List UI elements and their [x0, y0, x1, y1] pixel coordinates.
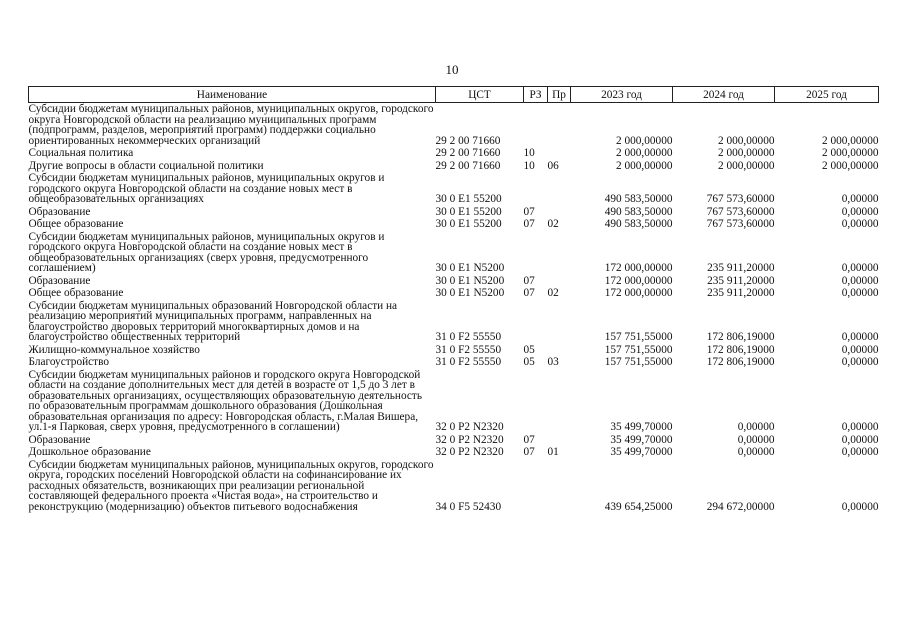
header-cst: ЦСТ — [436, 87, 524, 103]
table-header — [29, 87, 879, 103]
row-value-2025: 0,00000 — [841, 433, 879, 446]
row-value-2024: 235 911,20000 — [707, 262, 775, 274]
table-row — [29, 172, 879, 206]
row-value-2023: 490 583,50000 — [604, 193, 673, 205]
row-pr — [548, 434, 571, 447]
row-value-2023: 439 654,25000 — [604, 500, 673, 513]
row-cst: 30 0 E1 N5200 — [435, 274, 505, 287]
row-value-2025: 0,00000 — [841, 421, 879, 433]
row-pr — [548, 300, 571, 344]
table-row — [29, 287, 879, 300]
row-value-2024: 2 000,00000 — [718, 147, 775, 159]
row-value-2025: 0,00000 — [841, 331, 879, 343]
row-cst: 32 0 P2 N2320 — [435, 421, 504, 433]
row-rz: 07 — [523, 287, 535, 299]
table-row — [29, 344, 879, 357]
row-cst: 31 0 F2 55550 — [435, 356, 502, 368]
table-row — [29, 147, 879, 160]
header-row — [29, 87, 879, 103]
row-name: Образование — [28, 433, 91, 446]
row-pr: 02 — [547, 218, 559, 230]
row-value-2024: 235 911,20000 — [707, 287, 775, 299]
table-row — [29, 459, 879, 514]
row-value-2023: 2 000,00000 — [616, 134, 673, 147]
row-value-2024: 294 672,00000 — [706, 500, 775, 513]
row-value-2023: 157 751,55000 — [604, 331, 673, 343]
row-rz: 10 — [523, 159, 535, 172]
header-2023: 2023 год — [571, 87, 673, 103]
row-pr — [548, 147, 571, 160]
row-pr — [548, 172, 571, 206]
row-value-2024: 172 806,19000 — [706, 343, 775, 356]
row-name: Субсидии бюджетам муниципальных районов и городского округа Новгородской области на создание дополнительных мест для детей в возрасте от 1,5 до 3 лет в образовательных организациях, осуществляющих образовательную деятельность по образовательным программам дошкольного образования (Дошкольная образовательная организация по адресу: Новгородская область, г.Малая Вишера, ул.1-я Парковая, сверх уровня, предусмотренного в соглашении) — [28, 368, 423, 433]
row-value-2025: 2 000,00000 — [822, 159, 879, 172]
row-value-2023: 2 000,00000 — [616, 147, 673, 159]
header-rz: РЗ — [524, 87, 548, 103]
row-value-2024: 172 806,19000 — [706, 356, 775, 368]
row-pr — [548, 275, 571, 288]
row-cst: 29 2 00 71660 — [435, 134, 501, 147]
row-name: Дошкольное образование — [28, 446, 151, 458]
row-value-2024: 767 573,60000 — [706, 193, 775, 205]
row-rz: 07 — [523, 446, 535, 458]
row-name: Жилищно-коммунальное хозяйство — [28, 343, 200, 356]
row-value-2024: 767 573,60000 — [706, 218, 775, 230]
row-name: Образование — [28, 274, 91, 287]
row-value-2023: 490 583,50000 — [604, 205, 673, 218]
row-pr — [548, 206, 571, 219]
table-row — [29, 434, 879, 447]
row-cst: 30 0 E1 55200 — [435, 193, 502, 205]
table-row — [29, 231, 879, 275]
table-body — [29, 103, 879, 514]
table-row — [29, 218, 879, 231]
row-cst: 31 0 F2 55550 — [435, 331, 502, 343]
row-name: Субсидии бюджетам муниципальных районов, муниципальных округов, городского округа Новгородской области на реализацию муниципальных программ (подпрограмм, разделов, мероприятий программ) поддержки социально ориентированных некоммерческих организаций — [28, 103, 434, 147]
row-rz — [524, 369, 548, 434]
row-value-2025: 2 000,00000 — [822, 134, 879, 147]
table-row — [29, 160, 879, 173]
row-rz — [524, 103, 548, 148]
row-cst: 32 0 P2 N2320 — [435, 433, 504, 446]
row-value-2023: 172 000,00000 — [604, 262, 673, 274]
row-cst: 30 0 E1 55200 — [435, 218, 502, 230]
table-row — [29, 356, 879, 369]
header-2025: 2025 год — [775, 87, 879, 103]
header-pr: Пр — [548, 87, 571, 103]
row-value-2023: 490 583,50000 — [604, 218, 673, 230]
row-cst: 30 0 E1 N5200 — [435, 287, 505, 299]
row-name: Общее образование — [28, 287, 124, 299]
row-cst: 30 0 E1 55200 — [435, 205, 502, 218]
row-cst: 29 2 00 71660 — [435, 147, 501, 159]
row-value-2025: 0,00000 — [841, 500, 879, 513]
row-pr: 01 — [547, 446, 559, 458]
row-value-2023: 157 751,55000 — [604, 343, 673, 356]
row-pr: 06 — [547, 159, 559, 172]
row-name: Образование — [28, 205, 91, 218]
table-row — [29, 206, 879, 219]
row-value-2025: 0,00000 — [841, 205, 879, 218]
row-rz: 07 — [523, 274, 535, 287]
row-value-2025: 0,00000 — [841, 193, 879, 205]
table-row — [29, 300, 879, 344]
row-value-2023: 35 499,70000 — [610, 433, 673, 446]
row-rz — [524, 172, 548, 206]
row-rz — [524, 231, 548, 275]
header-2024: 2024 год — [673, 87, 775, 103]
row-value-2025: 0,00000 — [841, 356, 879, 368]
row-value-2024: 2 000,00000 — [718, 159, 775, 172]
table-row — [29, 275, 879, 288]
row-rz: 10 — [523, 147, 535, 159]
row-value-2023: 172 000,00000 — [604, 274, 673, 287]
row-rz: 07 — [523, 218, 535, 230]
row-rz: 05 — [523, 343, 535, 356]
row-value-2023: 157 751,55000 — [604, 356, 673, 368]
row-value-2023: 35 499,70000 — [610, 446, 673, 458]
row-pr — [548, 459, 571, 514]
row-pr — [548, 344, 571, 357]
row-pr — [548, 103, 571, 148]
row-name: Общее образование — [28, 218, 124, 230]
row-value-2024: 172 806,19000 — [706, 331, 775, 343]
row-name: Субсидии бюджетам муниципальных районов, муниципальных округов и городского округа Новгородской области на создание новых мест в общеобразовательных организациях — [28, 172, 385, 205]
table-row — [29, 369, 879, 434]
row-name: Субсидии бюджетам муниципальных районов, муниципальных округов и городского округа Новгородской области на создание новых мест в общеобразовательных организациях (сверх уровня, предусмотренного соглашением) — [28, 230, 385, 274]
row-pr — [548, 231, 571, 275]
row-cst: 31 0 F2 55550 — [435, 343, 502, 356]
row-value-2023: 172 000,00000 — [604, 287, 673, 299]
row-cst: 32 0 P2 N2320 — [435, 446, 504, 458]
row-value-2025: 2 000,00000 — [822, 147, 879, 159]
row-cst: 30 0 E1 N5200 — [435, 262, 505, 274]
page-number: 10 — [445, 62, 459, 77]
row-cst: 29 2 00 71660 — [435, 159, 501, 172]
row-pr — [548, 369, 571, 434]
row-name: Другие вопросы в области социальной политики — [28, 159, 264, 172]
row-value-2024: 0,00000 — [737, 421, 775, 433]
row-rz: 07 — [523, 433, 535, 446]
row-name: Субсидии бюджетам муниципальных образований Новгородской области на реализацию мероприятий муниципальных программ, направленных на благоустройство дворовых территорий многоквартирных домов и на благоустройство общественных территорий — [28, 299, 398, 343]
row-value-2025: 0,00000 — [841, 287, 879, 299]
row-value-2024: 767 573,60000 — [706, 205, 775, 218]
row-value-2023: 35 499,70000 — [610, 421, 673, 433]
row-rz: 07 — [523, 205, 535, 218]
row-value-2025: 0,00000 — [841, 274, 879, 287]
row-value-2024: 0,00000 — [737, 433, 775, 446]
row-rz — [524, 300, 548, 344]
row-pr: 02 — [547, 287, 559, 299]
row-value-2025: 0,00000 — [841, 446, 879, 458]
row-value-2024: 235 911,20000 — [707, 274, 775, 287]
row-value-2024: 0,00000 — [737, 446, 775, 458]
row-name: Социальная политика — [28, 147, 134, 159]
row-rz: 05 — [523, 356, 535, 368]
row-name: Благоустройство — [28, 356, 109, 368]
row-value-2024: 2 000,00000 — [718, 134, 775, 147]
row-value-2025: 0,00000 — [841, 262, 879, 274]
row-value-2023: 2 000,00000 — [616, 159, 673, 172]
table-row — [29, 103, 879, 148]
row-rz — [524, 459, 548, 514]
row-value-2025: 0,00000 — [841, 218, 879, 230]
row-pr: 03 — [547, 356, 559, 368]
row-value-2025: 0,00000 — [841, 343, 879, 356]
row-cst: 34 0 F5 52430 — [435, 500, 502, 513]
header-name: Наименование — [29, 87, 436, 103]
budget-table — [28, 86, 879, 513]
row-name: Субсидии бюджетам муниципальных районов, муниципальных округов, городского округа, городских поселений Новгородской области на софинансирование их расходных обязательств, возникающих при реализации региональной составляющей федерального проекта «Чистая вода», на строительство и реконструкцию (модернизацию) объектов питьевого водоснабжения — [28, 458, 434, 513]
table-row — [29, 446, 879, 459]
